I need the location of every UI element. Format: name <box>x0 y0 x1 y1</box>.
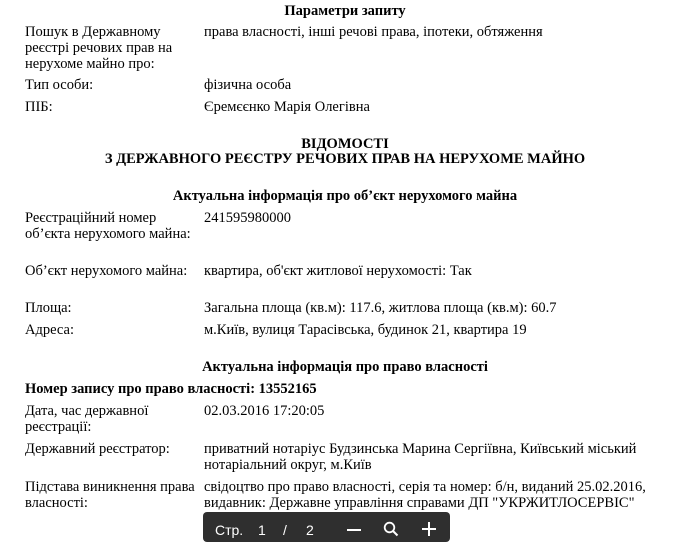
object-area-value: Загальна площа (кв.м): 117.6, житлова площа (кв.м): 60.7 <box>204 300 557 316</box>
object-type-label: Об’єкт нерухомого майна: <box>25 263 188 279</box>
document-subtitle: З ДЕРЖАВНОГО РЕЄСТРУ РЕЧОВИХ ПРАВ НА НЕРУХОМЕ МАЙНО <box>104 151 586 167</box>
ownership-basis-label: Підстава виникнення права власності: <box>25 479 195 511</box>
object-address-value: м.Київ, вулиця Тарасівська, будинок 21, квартира 19 <box>204 322 527 338</box>
registrar-value: приватний нотаріус Будзинська Марина Сергіївна, Київський міський нотаріальний округ, м.Київ <box>204 441 637 473</box>
ownership-basis-value: свідоцтво про право власності, серія та номер: б/н, виданий 25.02.2016, видавник: Державне управління справами ДП "УКРЖИТЛОСЕРВІС" <box>204 479 646 511</box>
query-name-value: Єремєєнко Марія Олегівна <box>204 99 370 115</box>
query-name-label: ПІБ: <box>25 99 53 115</box>
registration-date-value: 02.03.2016 17:20:05 <box>204 403 325 419</box>
magnifier-icon[interactable] <box>383 521 399 537</box>
current-page-number[interactable]: 1 <box>258 522 266 538</box>
object-reg-number-label: Реєстраційний номер об’єкта нерухомого майна: <box>25 210 191 242</box>
object-section-title: Актуальна інформація про об’єкт нерухомого майна <box>172 188 518 204</box>
registrar-label: Державний реєстратор: <box>25 441 170 457</box>
object-reg-number-value: 241595980000 <box>204 210 291 226</box>
ownership-record-number: Номер запису про право власності: 13552165 <box>25 381 317 397</box>
query-person-type-label: Тип особи: <box>25 77 94 93</box>
minus-icon[interactable] <box>347 528 361 532</box>
document-title: ВІДОМОСТІ <box>301 136 389 152</box>
query-params-title: Параметри запиту <box>284 3 406 19</box>
query-search-label: Пошук в Державному реєстрі речових прав на нерухоме майно про: <box>25 24 173 72</box>
query-search-value: права власності, інші речові права, іпотеки, обтяження <box>204 24 543 40</box>
ownership-section-title: Актуальна інформація про право власності <box>202 359 488 375</box>
registration-date-label: Дата, час державної реєстрації: <box>25 403 149 435</box>
total-pages: 2 <box>306 522 314 538</box>
page-separator: / <box>283 522 287 538</box>
page-label: Стр. <box>215 522 244 538</box>
object-area-label: Площа: <box>25 300 72 316</box>
plus-icon[interactable] <box>422 522 436 536</box>
pdf-viewer-toolbar <box>203 512 450 542</box>
object-address-label: Адреса: <box>25 322 74 338</box>
object-type-value: квартира, об'єкт житлової нерухомості: Так <box>204 263 472 279</box>
query-person-type-value: фізична особа <box>204 77 292 93</box>
